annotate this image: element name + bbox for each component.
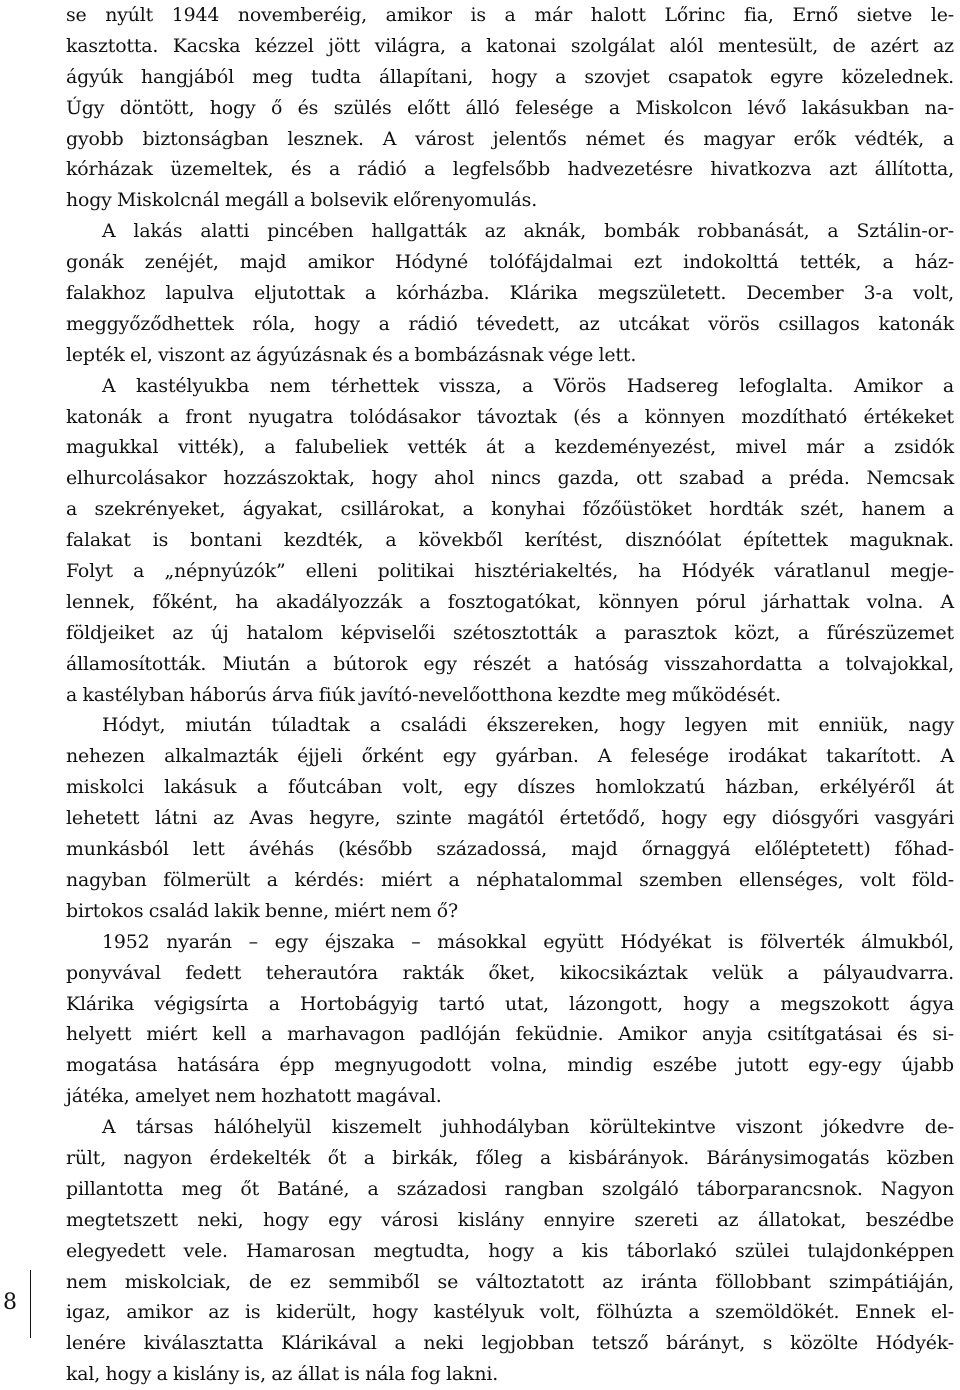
text-line: kórházak üzemeltek, és a rádió a legfelsőbb hadvezetésre hivatkozva azt állította, — [66, 158, 954, 181]
text-line: igaz, amikor az is kiderült, hogy kastélyuk volt, fölhúzta a szemöldökét. Ennek el- — [66, 1301, 954, 1324]
text-line: elhurcolásakor hozzászoktak, hogy ahol nincs gazda, ott szabad a préda. Nemcsak — [66, 467, 954, 490]
text-line: falakat is bontani kezdték, a kövekből kerítést, disznóólat építettek maguknak. — [66, 529, 954, 552]
text-line: A társas hálóhelyül kiszemelt juhhodályban körültekintve viszont jókedvre de- — [102, 1116, 954, 1139]
text-line: gyobb biztonságban lesznek. A várost jelentős német és magyar erők védték, a — [66, 127, 954, 150]
text-line: magukkal vitték), a falubeliek vették át a kezdeményezést, mivel már a zsidók — [66, 436, 954, 459]
text-line: helyett miért kell a marhavagon padlóján feküdnie. Amikor anyja csitítgatásai és si- — [66, 1023, 954, 1046]
text-line: Folyt a „népnyúzók” elleni politikai hisztériakeltés, ha Hódyék váratlanul megje- — [66, 560, 954, 583]
text-line: meggyőződhettek róla, hogy a rádió tévedett, az utcákat vörös csillagos katonák — [66, 312, 954, 335]
text-line: ponyvával fedett teherautóra rakták őket, kikocsikáztak velük a pályaudvarra. — [66, 961, 954, 984]
text-line: katonák a front nyugatra tolódásakor távoztak (és a könnyen mozdítható értékeket — [66, 405, 954, 428]
text-line: kasztotta. Kacska kézzel jött világra, a katonai szolgálat alól mentesült, de azért az — [66, 34, 954, 57]
body-text — [66, 0, 954, 1390]
text-line: A kastélyukba nem térhettek vissza, a Vörös Hadsereg lefoglalta. Amikor a — [102, 374, 954, 397]
text-line: falakhoz lapulva eljutottak a kórházba. Klárika megszületett. December 3-a volt, — [66, 282, 954, 305]
text-line: nagyban fölmerült a kérdés: miért a néphatalommal szemben ellenséges, volt föld- — [66, 868, 954, 891]
text-line: gonák zenéjét, majd amikor Hódyné tolófájdalmai ezt indokolttá tették, a ház- — [66, 251, 954, 274]
text-line: rült, nagyon érdekelték őt a birkák, főleg a kisbárányok. Báránysimogatás közben — [66, 1146, 954, 1169]
text-line: miskolci lakásuk a főutcában volt, egy díszes homlokzatú házban, erkélyéről át — [66, 776, 954, 799]
text-line: Hódyt, miután túladtak a családi ékszereken, hogy legyen mit enniük, nagy — [102, 714, 954, 737]
text-line: ágyúk hangjából meg tudta állapítani, hogy a szovjet csapatok egyre közelednek. — [66, 65, 954, 88]
text-line: hogy Miskolcnál megáll a bolsevik előrenyomulás. — [66, 189, 538, 212]
text-line: államosították. Miután a bútorok egy részét a hatóság visszahordatta a tolvajokkal, — [66, 652, 954, 675]
page-number: 8 — [3, 1290, 17, 1315]
text-line: mogatása hatására épp megnyugodott volna, mindig eszébe jutott egy-egy újabb — [66, 1054, 954, 1077]
text-line: nehezen alkalmazták éjjeli őrként egy gyárban. A felesége irodákat takarított. A — [66, 745, 954, 768]
text-line: elegyedett vele. Hamarosan megtudta, hogy a kis táborlakó szülei tulajdonképpen — [66, 1239, 954, 1262]
text-line: nem miskolciak, de ez semmiből se változtatott az iránta föllobbant szimpátiáján, — [66, 1270, 954, 1293]
text-line: a szekrényeket, ágyakat, csillárokat, a konyhai főzőüstöket hordták szét, hanem a — [66, 498, 954, 521]
text-line: se nyúlt 1944 novemberéig, amikor is a már halott Lőrinc fia, Ernő sietve le- — [66, 4, 954, 26]
text-line: megtetszett neki, hogy egy városi kislány ennyire szereti az állatokat, beszédbe — [66, 1208, 954, 1231]
text-line: lenére kiválasztatta Klárikával a neki legjobban tetsző bárányt, s közölte Hódyék- — [66, 1332, 954, 1355]
text-line: a kastélyban háborús árva fiúk javító-nevelőotthona kezdte meg működését. — [66, 683, 782, 706]
text-line: birtokos család lakik benne, miért nem ő? — [66, 899, 458, 922]
text-line: Úgy döntött, hogy ő és szülés előtt álló felesége a Miskolcon lévő lakásukban na- — [66, 96, 954, 119]
text-line: A lakás alatti pincében hallgatták az aknák, bombák robbanását, a Sztálin-or- — [102, 220, 954, 243]
text-line: lennek, főként, ha akadályozzák a fosztogatókat, könnyen pórul járhattak volna. A — [66, 590, 954, 613]
text-line: kal, hogy a kislány is, az állat is nála fog lakni. — [66, 1363, 499, 1386]
text-line: pillantotta meg őt Batáné, a századosi rangban szolgáló táborparancsnok. Nagyon — [66, 1177, 954, 1200]
text-line: lehetett látni az Avas hegyre, szinte magától értetődő, hogy egy diósgyőri vasgyári — [66, 807, 954, 830]
text-line: lepték el, viszont az ágyúzásnak és a bombázásnak vége lett. — [66, 343, 637, 366]
text-line: földjeiket az új hatalom képviselői szétosztották a parasztok közt, a fűrészüzemet — [66, 621, 954, 644]
text-line: játéka, amelyet nem hozhatott magával. — [66, 1085, 442, 1108]
text-line: Klárika végigsírta a Hortobágyig tartó utat, lázongott, hogy a megszokott ágya — [66, 992, 954, 1015]
page-number-rule — [30, 1270, 31, 1338]
text-line: munkásból lett ávéhás (később századossá, majd őrnaggyá előléptetett) főhad- — [66, 838, 954, 861]
text-line: 1952 nyarán – egy éjszaka – másokkal együtt Hódyékat is fölverték álmukból, — [102, 930, 954, 953]
